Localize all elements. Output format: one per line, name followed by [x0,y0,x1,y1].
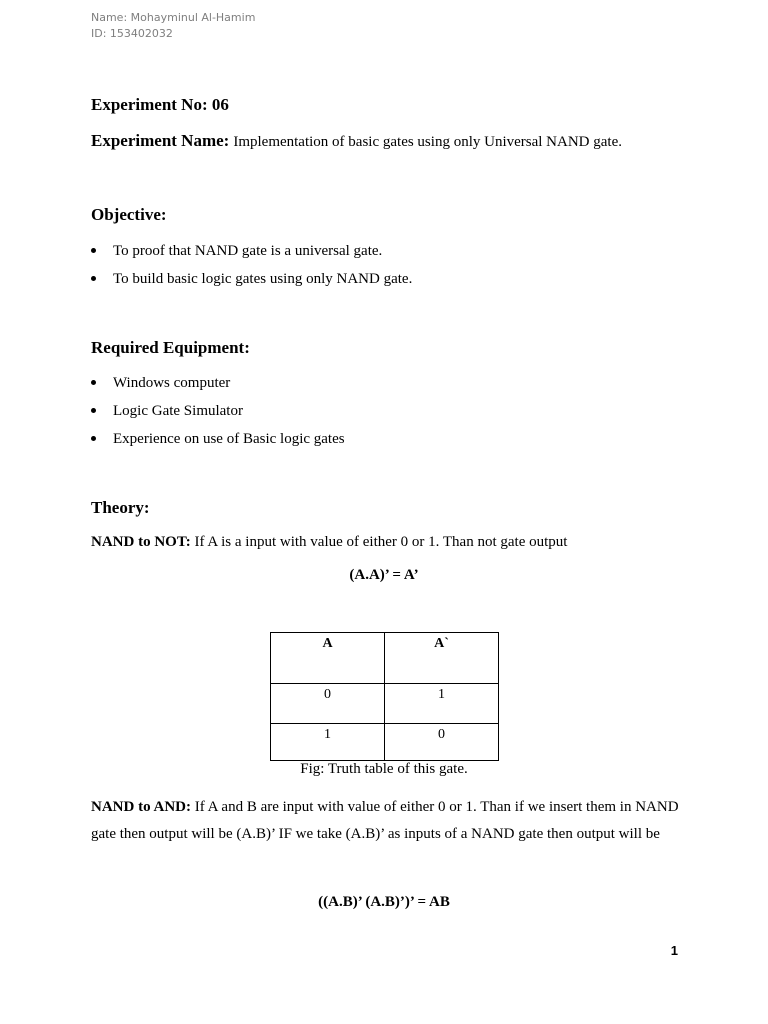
nand-not-label: NAND to NOT: [91,534,191,550]
experiment-name-value: Implementation of basic gates using only Universal NAND gate. [233,134,622,150]
table-header-row [271,633,499,684]
equipment-heading: Required Equipment: [91,338,250,357]
student-id: ID: 153402032 [91,27,173,40]
author-name: Name: Mohayminul Al-Hamim [91,11,256,24]
truth-table [270,632,499,761]
experiment-name-line [91,131,622,151]
table-header-cell: A [271,633,385,684]
nand-not-paragraph [91,534,567,551]
list-item: To proof that NAND gate is a universal gate. [91,242,412,270]
page-number: 1 [670,943,678,958]
table-cell: 1 [385,684,499,724]
table-row [271,684,499,724]
nand-not-text: If A is a input with value of either 0 or 1. Than not gate output [194,534,568,550]
table-cell: 1 [271,724,385,761]
table-header-cell: A` [385,633,499,684]
list-item: To build basic logic gates using only NAND gate. [91,270,412,298]
list-item: Experience on use of Basic logic gates [91,430,345,458]
table-row [271,724,499,761]
nand-and-paragraph [91,794,691,848]
nand-and-formula: ((A.B)’ (A.B)’)’ = AB [318,894,450,910]
nand-not-formula: (A.A)’ = A’ [349,567,419,583]
table-cell: 0 [385,724,499,761]
theory-heading: Theory: [91,498,150,517]
list-item: Windows computer [91,374,345,402]
experiment-name-label: Experiment Name: [91,131,230,150]
objective-heading: Objective: [91,205,167,224]
nand-and-label: NAND to AND: [91,799,191,815]
experiment-number: Experiment No: 06 [91,95,229,114]
table-caption: Fig: Truth table of this gate. [300,761,468,777]
objective-list [91,242,412,298]
equipment-list [91,374,345,458]
nand-and-text: If A and B are input with value of either 0 or 1. Than if we insert them in NAND gate then output will be (A.B)’ IF we take (A.B)’ as inputs of a NAND gate then output will be [91,799,679,842]
list-item: Logic Gate Simulator [91,402,345,430]
table-cell: 0 [271,684,385,724]
